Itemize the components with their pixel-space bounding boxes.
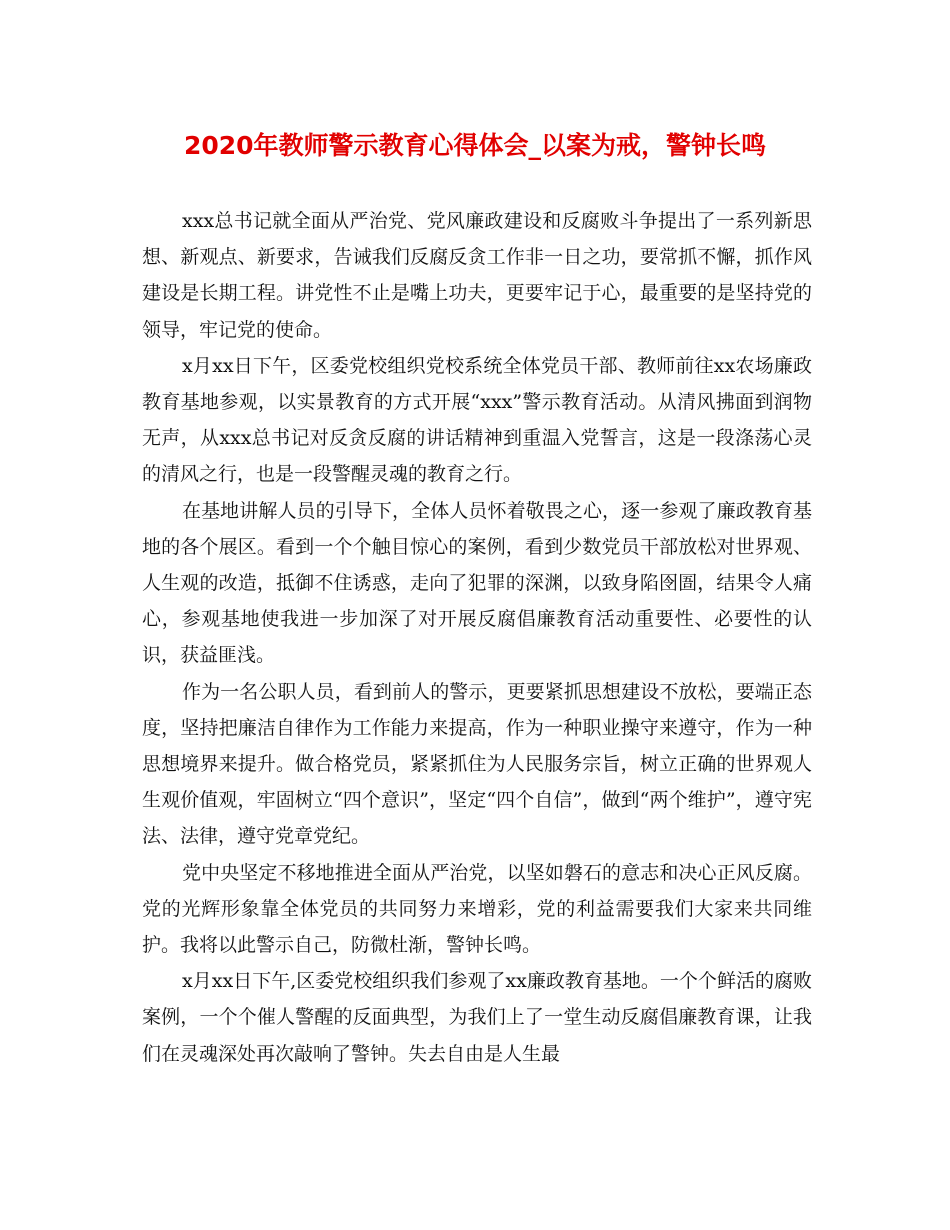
paragraph-2: x月xx日下午，区委党校组织党校系统全体党员干部、教师前往xx农场廉政教育基地参观，以实景教育的方式开展“xxx”警示教育活动。从清风拂面到润物无声，从xxx总书记对反贪反腐的讲话精神到重温入党誓言，这是一段涤荡心灵的清风之行，也是一段警醒灵魂的教育之行。 [142,354,812,486]
paragraph-6: x月xx日下午,区委党校组织我们参观了xx廉政教育基地。一个个鲜活的腐败案例，一个个催人警醒的反面典型，为我们上了一堂生动反腐倡廉教育课，让我们在灵魂深处再次敲响了警钟。失去自由是人生最 [142,970,812,1065]
paragraph-5: 党中央坚定不移地推进全面从严治党，以坚如磐石的意志和决心正风反腐。党的光辉形象靠全体党员的共同努力来增彩，党的利益需要我们大家来共同维护。我将以此警示自己，防微杜渐，警钟长鸣。 [142,861,812,957]
document-body [142,203,812,1072]
paragraph-4: 作为一名公职人员，看到前人的警示，更要紧抓思想建设不放松，要端正态度，坚持把廉洁自律作为工作能力来提高，作为一种职业操守来遵守，作为一种思想境界来提升。做合格党员，紧紧抓住为人民服务宗旨，树立正确的世界观人生观价值观，牢固树立“四个意识”，坚定“四个自信”，做到“两个维护”，遵守宪法、法律，遵守党章党纪。 [142,680,812,848]
paragraph-3: 在基地讲解人员的引导下，全体人员怀着敬畏之心，逐一参观了廉政教育基地的各个展区。看到一个个触目惊心的案例，看到少数党员干部放松对世界观、人生观的改造，抵御不住诱惑，走向了犯罪的深渊，以致身陷囹圄，结果令人痛心，参观基地使我进一步加深了对开展反腐倡廉教育活动重要性、必要性的认识，获益匪浅。 [142,499,812,667]
document-title: 2020年教师警示教育心得体会_以案为戒，警钟长鸣 [183,131,767,160]
paragraph-1: xxx总书记就全面从严治党、党风廉政建设和反腐败斗争提出了一系列新思想、新观点、新要求，告诫我们反腐反贪工作非一日之功，要常抓不懈，抓作风建设是长期工程。讲党性不止是嘴上功夫，更要牢记于心，最重要的是坚持党的领导，牢记党的使命。 [142,210,812,341]
